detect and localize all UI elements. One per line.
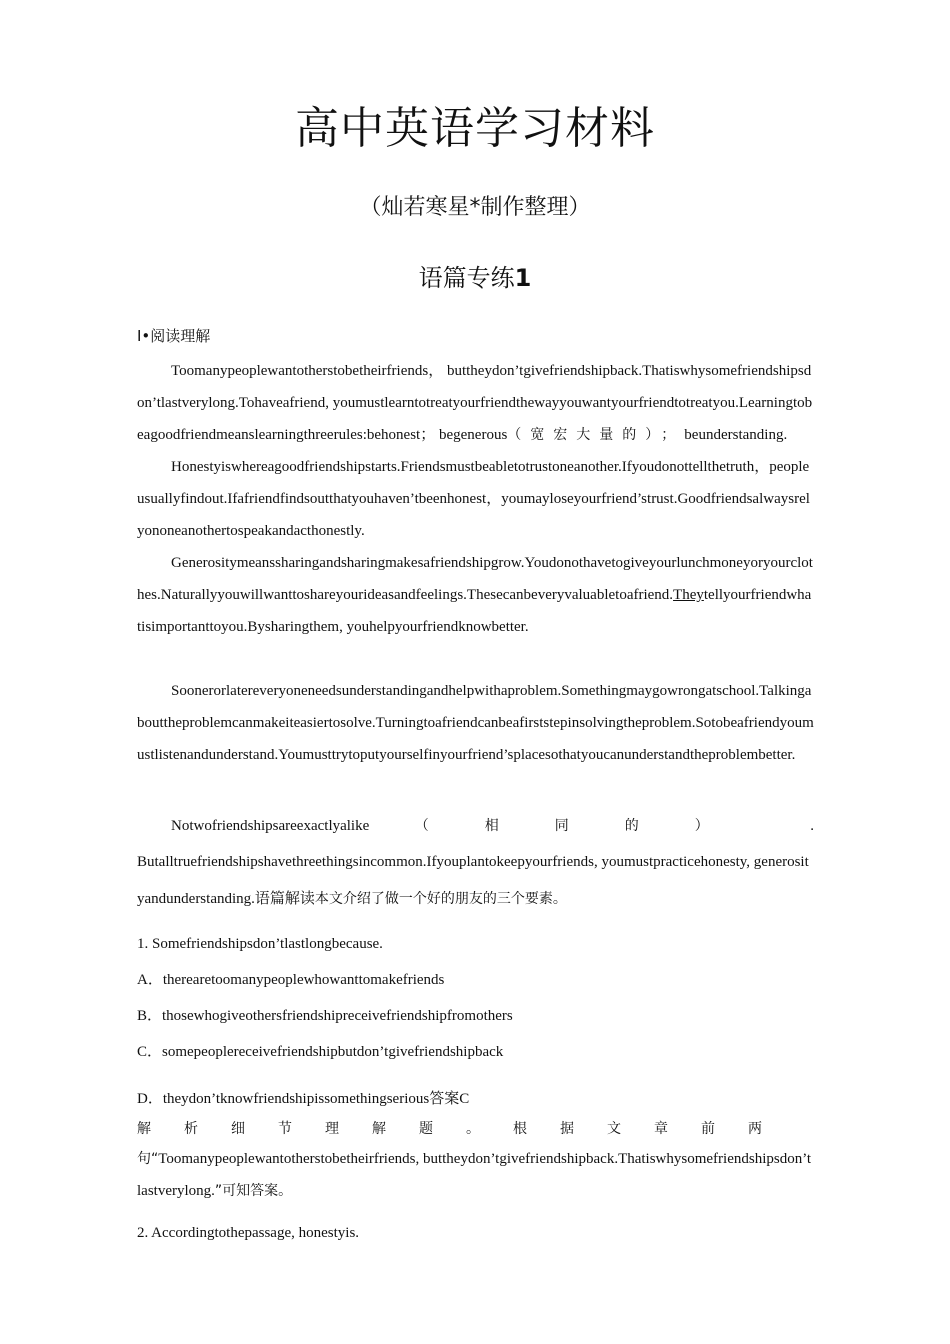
answer-label: 答案 <box>429 1089 460 1107</box>
exercise-heading-text: 语篇专练 <box>418 264 515 292</box>
underlined-word-they: They <box>673 587 704 603</box>
question-1-option-c: C．somepeoplereceivefriendshipbutdon’tgivefriendshipback <box>137 1044 504 1060</box>
question-2-block <box>137 1217 814 1249</box>
analysis-label-text: 解析细节理解题。根据文章前两 <box>137 1121 795 1137</box>
question-1-option-d-line <box>137 1082 814 1115</box>
analysis-conclusion: ”可知答案。 <box>214 1183 293 1199</box>
answer-block <box>137 1082 814 1207</box>
paragraph-1-part-b: buttheydon’tgivefriendshipback.Thatiswhysomefriendshipsdon’tlastverylong.Tohaveafriend, youmustlearntotreatyourfriendthewayyouwantyourfriendtotreatyou.Learningtobeagoodfriendmeanslearningthreerules:behonest； <box>137 363 813 443</box>
section-label: I•阅读理解 <box>137 327 211 345</box>
analysis-quote-open: 句“ <box>137 1151 159 1167</box>
paragraph-3-part-a: Generositymeanssharingandsharingmakesafriendshipgrow.Youdonothavetogiveyourlunchmoneyoryourclothes.Naturallyyouwillwanttoshareyourideasandfeelings.Thesecanbeveryvaluabletoafriend. <box>137 555 813 603</box>
paragraph-4-text: Soonerorlatereveryoneneedsunderstandingandhelpwithaproblem.Somethingmaygowrongatschool.Talkingabouttheproblemcanmakeiteasiertosolve.Turningtoafriendcanbeafirststepinsolvingtheproblem.Sotobeafriendyoumustlistenandunderstand.Youmusttrytoputyourselfinyourfriend’splacesothatyoucanunderstandtheproblembetter. <box>137 683 814 763</box>
paragraph-1-gloss: （宽宏大量的）； <box>507 427 685 443</box>
question-1-option-b: B．thosewhogiveothersfriendshipreceivefriendshipfromothers <box>137 1008 513 1024</box>
paragraph-4-block <box>137 675 814 771</box>
question-block <box>137 926 814 1080</box>
paragraph-1-part-a: Toomanypeoplewantotherstobetheirfriends， <box>171 363 444 379</box>
reading-passage <box>137 355 814 647</box>
question-1: 1. Somefriendshipsdon’tlastlongbecause. <box>137 936 383 952</box>
paragraph-3-part-b: tellyourfriendwhatisimportanttoyou.Bysharingthem, youhelpyourfriendknowbetter. <box>137 587 812 635</box>
paragraph-1-part-e: beunderstanding. <box>684 427 788 443</box>
exercise-heading <box>0 258 950 293</box>
paragraph-5-part-d: Butalltruefriendshipshavethreethingsincommon.Ifyouplantokeepyourfriends, youmustpracticehonesty, generosityandunderstanding. <box>137 854 809 907</box>
passage-summary: 本文介绍了做一个好的朋友的三个要素。 <box>314 891 567 907</box>
paragraph-5-period: . <box>810 818 814 834</box>
paragraph-3 <box>137 547 814 643</box>
answer-value: C <box>459 1091 470 1107</box>
question-1-option-a: A．therearetoomanypeoplewhowanttomakefriends <box>137 972 445 988</box>
document-title: 高中英语学习材料 <box>295 103 655 154</box>
passage-summary-label: 语篇解读 <box>254 889 315 907</box>
paragraph-5-line-2 <box>137 844 814 917</box>
paragraph-2: Honestyiswhereagoodfriendshipstarts.Friendsmustbeabletotrustoneanother.Ifyoudonottellthetruth，peopleusuallyfindout.Ifafriendfindsoutthatyouhaven’tbeenhonest，youmayloseyourfriend’strust.Goodfriendsalwaysrelyononeanothertospeakandacthonestly. <box>137 459 810 539</box>
paragraph-5-part-a: Notwofriendshipsareexactlyalike <box>171 818 370 834</box>
paragraph-1-part-c: begenerous <box>435 427 508 443</box>
analysis-quote: Toomanypeoplewantotherstobetheirfriends, buttheydon’tgivefriendshipback.Thatiswhysomefriendshipsdon’tlastverylong. <box>137 1151 812 1199</box>
exercise-heading-number: 1 <box>514 264 532 292</box>
analysis-label <box>137 1115 814 1143</box>
question-2: 2. Accordingtothepassage, honestyis. <box>137 1225 360 1241</box>
paragraph-5-block <box>137 808 814 917</box>
paragraph-1 <box>137 355 814 451</box>
analysis-text <box>137 1143 814 1207</box>
question-1-option-d: D．theydon’tknowfriendshipissomethingserious <box>137 1091 430 1107</box>
document-subtitle: （灿若寒星*制作整理） <box>359 195 591 220</box>
paragraph-5-gloss: （相同的） <box>414 818 765 834</box>
paragraph-5-line-1 <box>137 808 814 844</box>
